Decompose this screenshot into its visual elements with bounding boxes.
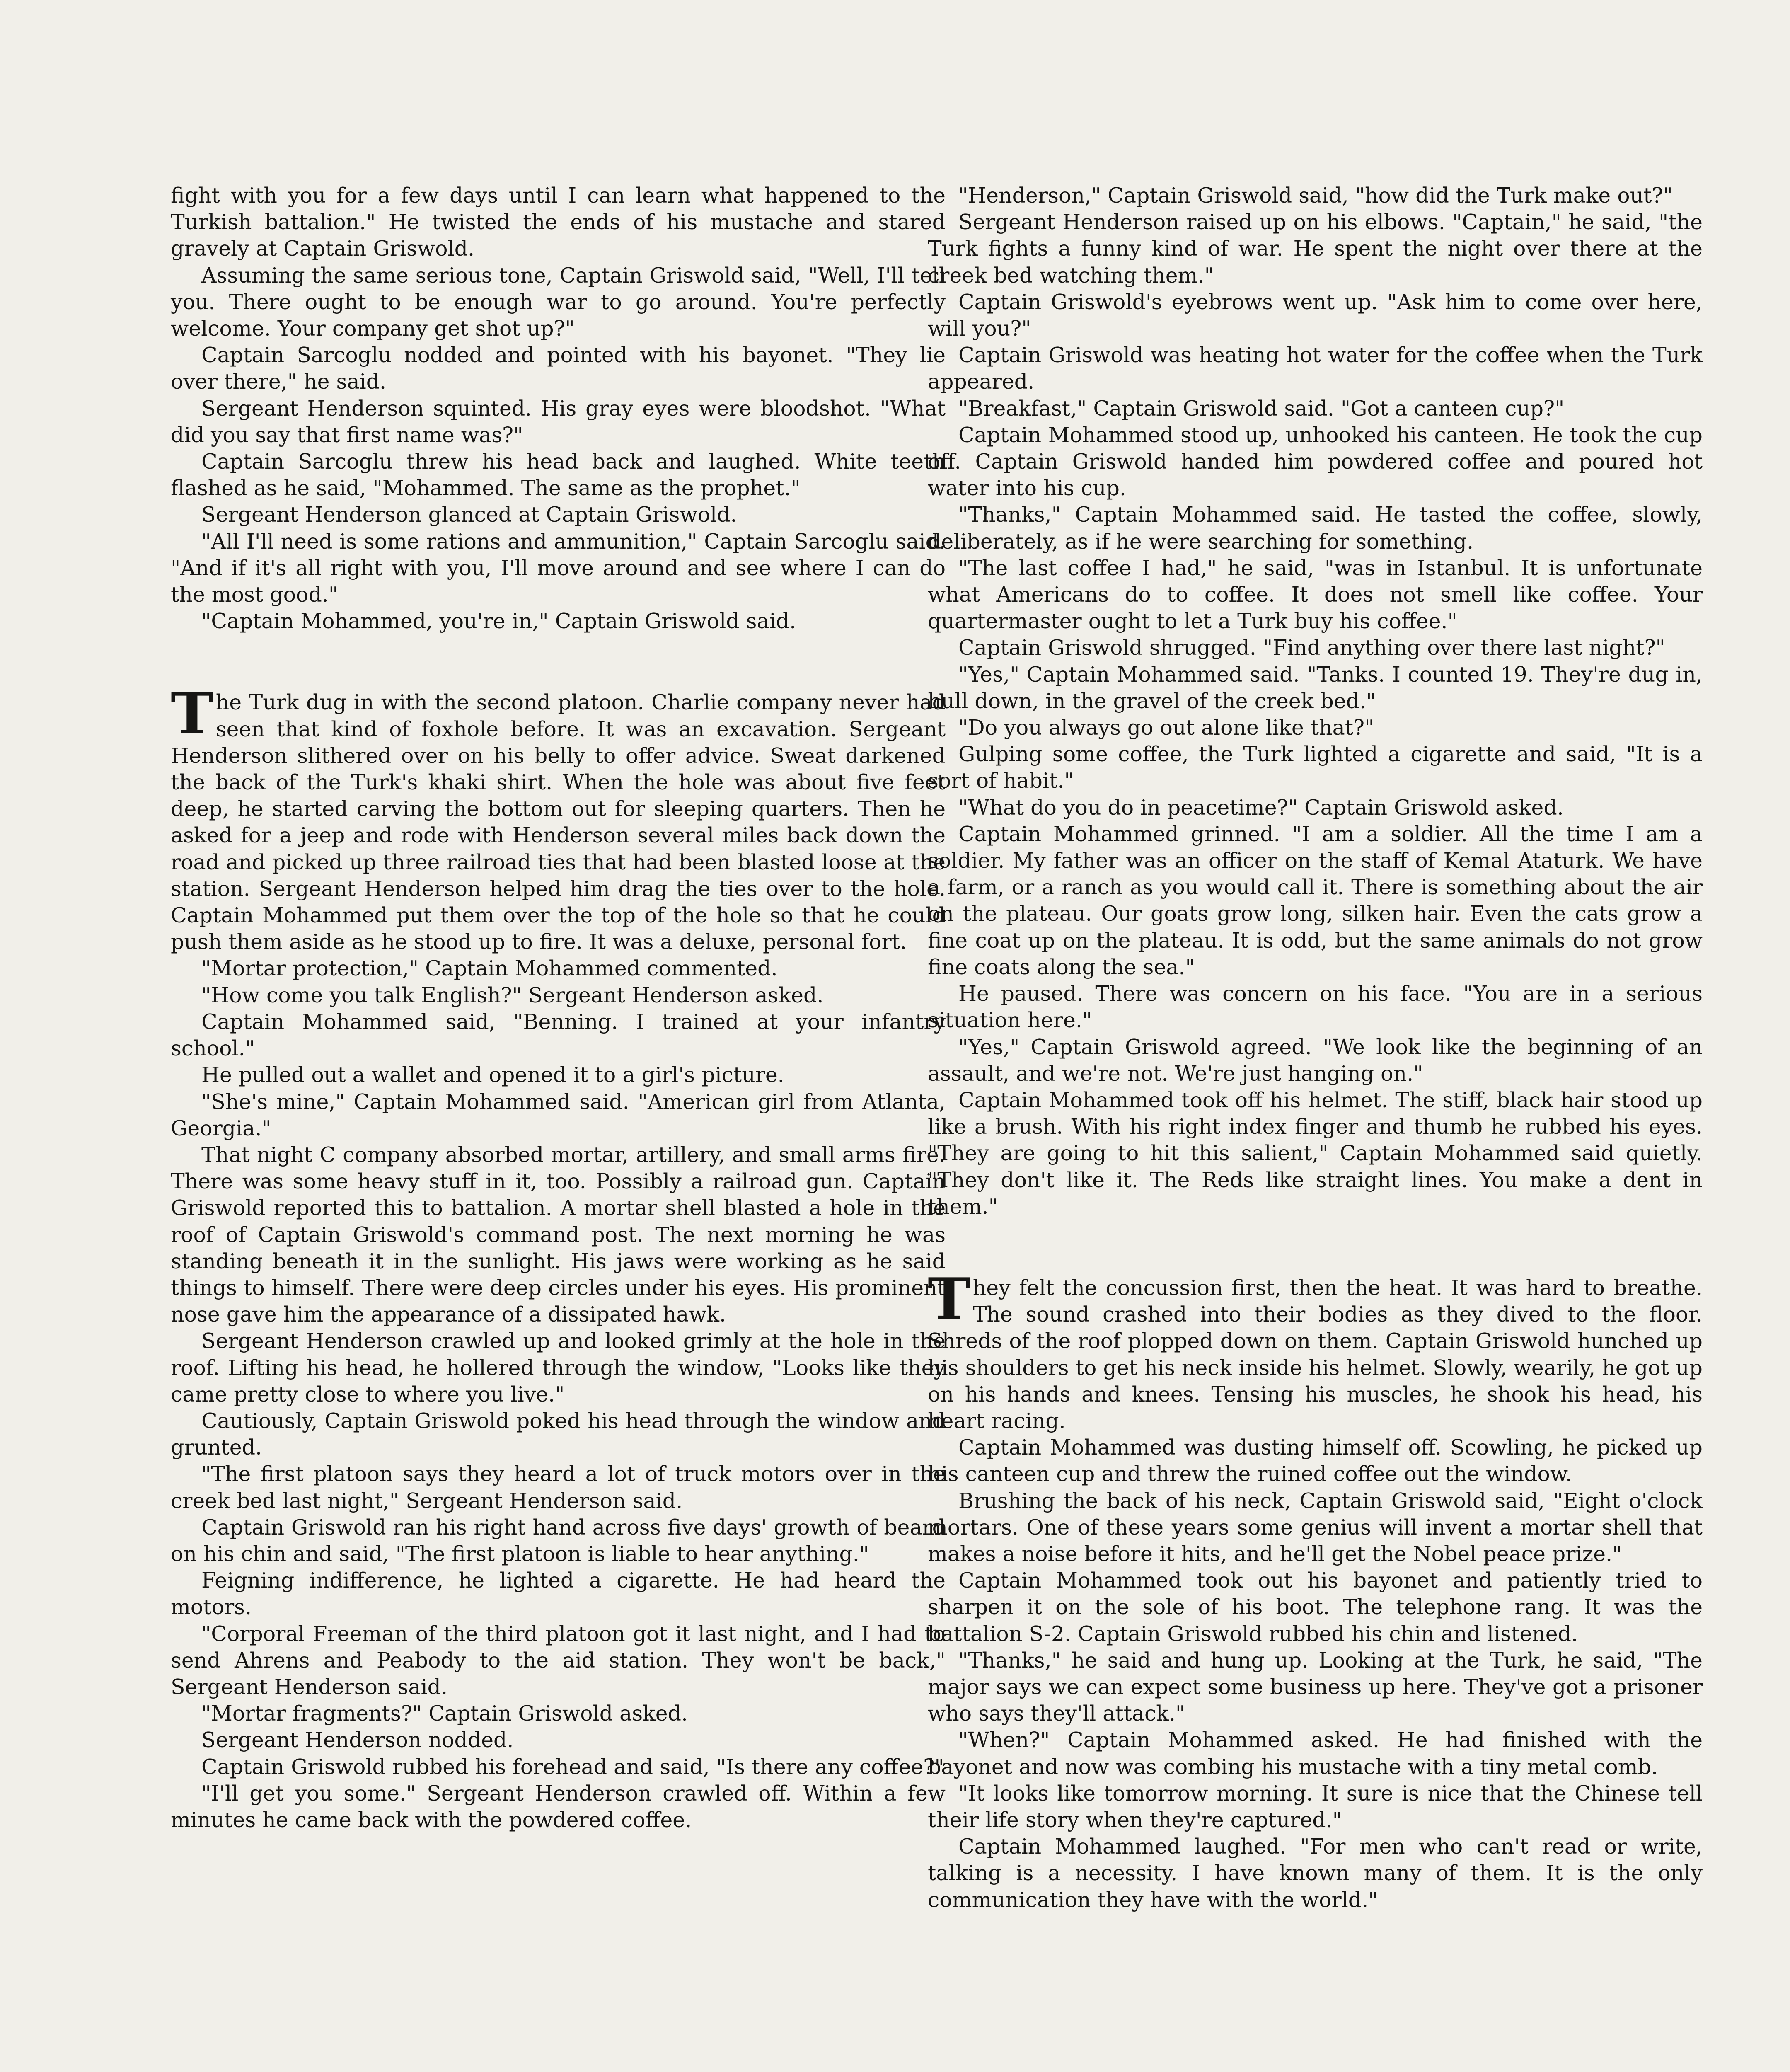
paragraph: Captain Griswold was heating hot water for the coffee when the Turk appeared. <box>928 343 1703 394</box>
paragraph: Captain Griswold rubbed his forehead and said, "Is there any coffee?" <box>201 1754 944 1779</box>
paragraph: "Thanks," he said and hung up. Looking at the Turk, he said, "The major says we can expect some business up here. They've got a prisoner who says they'll attack." <box>928 1648 1703 1726</box>
paragraph: "The first platoon says they heard a lot of truck motors over in the creek bed last night," Sergeant Henderson said. <box>171 1462 946 1513</box>
paragraph: Captain Mohammed took off his helmet. The stiff, black hair stood up like a brush. With his right index finger and thumb he rubbed his eyes. "They are going to hit this salient," Captain Mohammed said quietly. "They don't like it. The Reds like straight lines. You make a dent in them." <box>928 1087 1703 1219</box>
paragraph: "All I'll need is some rations and ammunition," Captain Sarcoglu said. "And if it's all right with you, I'll move around and see where I can do the most good." <box>171 529 946 607</box>
paragraph: Sergeant Henderson crawled up and looked grimly at the hole in the roof. Lifting his head, he hollered through the window, "Looks like they came pretty close to where you live." <box>171 1329 946 1406</box>
paragraph: He pulled out a wallet and opened it to a girl's picture. <box>201 1063 784 1087</box>
paragraph: "I'll get you some." Sergeant Henderson crawled off. Within a few minutes he came back with the powdered coffee. <box>171 1781 946 1832</box>
paragraph: "It looks like tomorrow morning. It sure is nice that the Chinese tell their life story when they're captured." <box>928 1781 1703 1832</box>
paragraph: "Corporal Freeman of the third platoon got it last night, and I had to send Ahrens and Peabody to the aid station. They won't be back," Sergeant Henderson said. <box>171 1621 946 1699</box>
text-column-right <box>928 182 1703 2072</box>
paragraph: "What do you do in peacetime?" Captain Griswold asked. <box>958 795 1564 820</box>
paragraph-text: he Turk dug in with the second platoon. Charlie company never had seen that kind of foxhole before. It was an excavation. Sergeant Henderson slithered over on his belly to offer advice. Sweat darkened the back of the Turk's khaki shirt. When the hole was about five feet deep, he started carving the bottom out for sleeping quarters. Then he asked for a jeep and rode with Henderson several miles back down the road and picked up three railroad ties that had been blasted loose at the station. Sergeant Henderson helped him drag the ties over to the hole. Captain Mohammed put them over the top of the hole so that he could push them aside as he stood up to fire. It was a deluxe, personal fort. <box>171 690 946 954</box>
paragraph: fight with you for a few days until I can learn what happened to the Turkish battalion." He twisted the ends of his mustache and stared gravely at Captain Griswold. <box>171 183 946 261</box>
paragraph: "She's mine," Captain Mohammed said. "American girl from Atlanta, Georgia." <box>171 1089 946 1140</box>
drop-cap: T <box>928 1265 970 1333</box>
paragraph: Captain Sarcoglu threw his head back and laughed. White teeth flashed as he said, "Mohammed. The same as the prophet." <box>171 449 946 501</box>
paragraph: That night C company absorbed mortar, artillery, and small arms fire. There was some heavy stuff in it, too. Possibly a railroad gun. Captain Griswold reported this to battalion. A mortar shell blasted a hole in the roof of Captain Griswold's command post. The next morning he was standing beneath it in the sunlight. His jaws were working as he said things to himself. There were deep circles under his eyes. His prominent nose gave him the appearance of a dissipated hawk. <box>171 1142 946 1327</box>
paragraph: Captain Sarcoglu nodded and pointed with his bayonet. "They lie over there," he said. <box>171 343 946 394</box>
paragraph: "When?" Captain Mohammed asked. He had finished with the bayonet and now was combing his mustache with a tiny metal comb. <box>928 1728 1703 1779</box>
paragraph <box>171 680 946 955</box>
paragraph: "Breakfast," Captain Griswold said. "Got a canteen cup?" <box>958 396 1565 421</box>
paragraph: Sergeant Henderson squinted. His gray eyes were bloodshot. "What did you say that first name was?" <box>171 396 946 447</box>
paragraph: Gulping some coffee, the Turk lighted a cigarette and said, "It is a sort of habit." <box>928 742 1703 793</box>
paragraph: Captain Griswold shrugged. "Find anything over there last night?" <box>958 635 1665 660</box>
paragraph: Captain Griswold's eyebrows went up. "Ask him to come over here, will you?" <box>928 289 1703 341</box>
paragraph: Captain Mohammed took out his bayonet and patiently tried to sharpen it on the sole of his boot. The telephone rang. It was the battalion S-2. Captain Griswold rubbed his chin and listened. <box>928 1568 1703 1646</box>
paragraph: Sergeant Henderson glanced at Captain Griswold. <box>201 502 737 527</box>
paragraph: "Captain Mohammed, you're in," Captain Griswold said. <box>201 609 796 634</box>
paragraph: "Do you always go out alone like that?" <box>958 715 1374 740</box>
paragraph: He paused. There was concern on his face. "You are in a serious situation here." <box>928 981 1703 1033</box>
text-column-left <box>171 182 946 2072</box>
paragraph: Assuming the same serious tone, Captain Griswold said, "Well, I'll tell you. There ought to be enough war to go around. You're perfectly welcome. Your company get shot up?" <box>171 263 946 341</box>
paragraph: Captain Griswold ran his right hand across five days' growth of beard on his chin and said, "The first platoon is liable to hear anything." <box>171 1515 946 1566</box>
paragraph: Sergeant Henderson raised up on his elbows. "Captain," he said, "the Turk fights a funny kind of war. He spent the night over there at the creek bed watching them." <box>928 210 1703 288</box>
paragraph: Feigning indifference, he lighted a cigarette. He had heard the motors. <box>171 1568 946 1619</box>
paragraph: Brushing the back of his neck, Captain Griswold said, "Eight o'clock mortars. One of these years some genius will invent a mortar shell that makes a noise before it hits, and he'll get the Nobel peace prize." <box>928 1488 1703 1566</box>
paragraph: Captain Mohammed said, "Benning. I trained at your infantry school." <box>171 1009 946 1061</box>
paragraph: "How come you talk English?" Sergeant Henderson asked. <box>201 983 824 1007</box>
paragraph: "Yes," Captain Griswold agreed. "We look like the beginning of an assault, and we're not. We're just hanging on." <box>928 1034 1703 1086</box>
paragraph: "Henderson," Captain Griswold said, "how did the Turk make out?" <box>958 183 1673 208</box>
paragraph: "Mortar protection," Captain Mohammed commented. <box>201 956 778 981</box>
paragraph: "The last coffee I had," he said, "was in Istanbul. It is unfortunate what Americans do to coffee. It does not smell like coffee. Your quartermaster ought to let a Turk buy his coffee." <box>928 555 1703 634</box>
paragraph: Sergeant Henderson nodded. <box>201 1728 514 1752</box>
paragraph: "Mortar fragments?" Captain Griswold asked. <box>201 1701 688 1726</box>
paragraph: Cautiously, Captain Griswold poked his head through the window and grunted. <box>171 1408 946 1460</box>
paragraph: Captain Mohammed laughed. "For men who can't read or write, talking is a necessity. I have known many of them. It is the only communication they have with the world." <box>928 1834 1703 1912</box>
paragraph-text: hey felt the concussion first, then the heat. It was hard to breathe. The sound crashed into their bodies as they dived to the floor. Shreds of the roof plopped down on them. Captain Griswold hunched up his shoulders to get his neck inside his helmet. Slowly, wearily, he got up on his hands and knees. Tensing his muscles, he shook his head, his heart racing. <box>928 1275 1703 1433</box>
paragraph: "Yes," Captain Mohammed said. "Tanks. I counted 19. They're dug in, hull down, in the gravel of the creek bed." <box>928 662 1703 713</box>
paragraph: Captain Mohammed was dusting himself off. Scowling, he picked up his canteen cup and threw the ruined coffee out the window. <box>928 1435 1703 1486</box>
paragraph <box>928 1265 1703 1434</box>
paragraph: "Thanks," Captain Mohammed said. He tasted the coffee, slowly, deliberately, as if he were searching for something. <box>928 502 1703 554</box>
drop-cap: T <box>171 680 213 748</box>
paragraph: Captain Mohammed stood up, unhooked his canteen. He took the cup off. Captain Griswold handed him powdered coffee and poured hot water into his cup. <box>928 422 1703 501</box>
paragraph: Captain Mohammed grinned. "I am a soldier. All the time I am a soldier. My father was an officer on the staff of Kemal Ataturk. We have a farm, or a ranch as you would call it. There is something about the air on the plateau. Our goats grow long, silken hair. Even the cats grow a fine coat up on the plateau. It is odd, but the same animals do not grow fine coats along the sea." <box>928 821 1703 979</box>
